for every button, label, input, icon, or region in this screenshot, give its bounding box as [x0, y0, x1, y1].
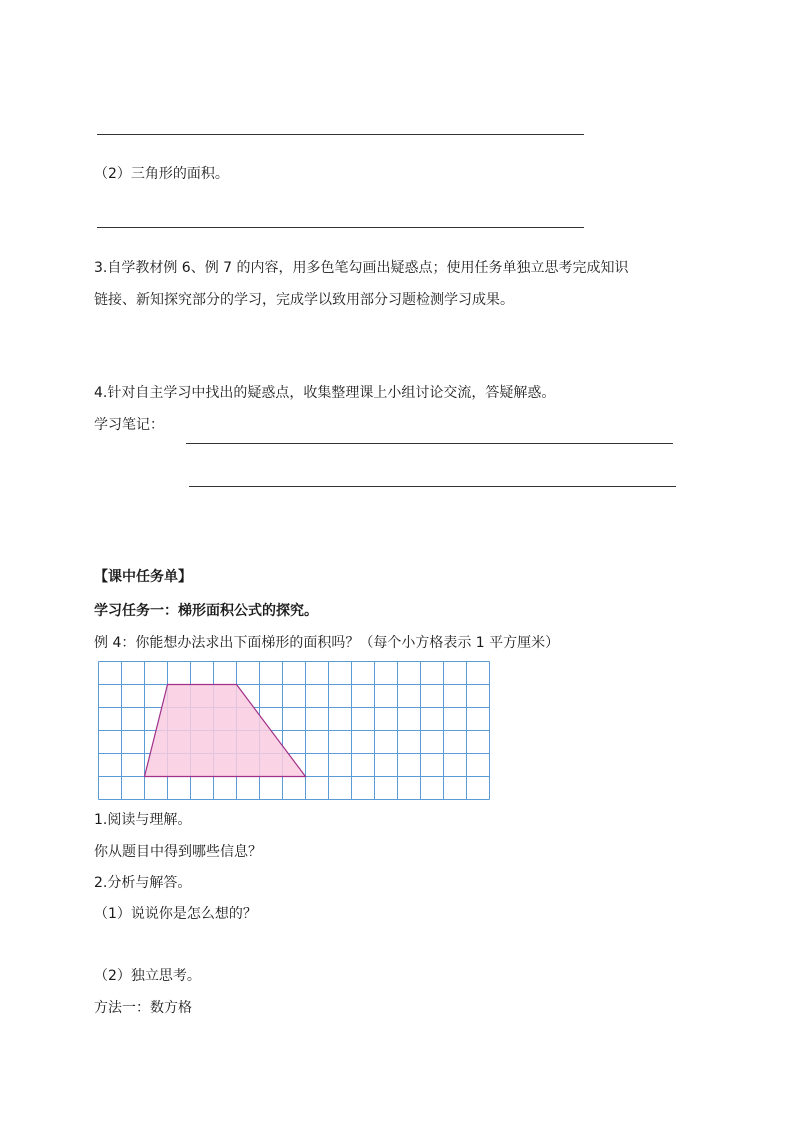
notes-line-1	[186, 443, 673, 444]
step-2-part-1: （1）说说你是怎么想的？	[94, 906, 257, 922]
item-4: 4.针对自主学习中找出的疑惑点，收集整理课上小组讨论交流，答疑解惑。	[94, 385, 556, 401]
example-4-question: 例 4：你能想办法求出下面梯形的面积吗？（每个小方格表示 1 平方厘米）	[94, 635, 560, 651]
step-2-part-2: （2）独立思考。	[94, 968, 201, 984]
answer-line-1	[97, 134, 584, 135]
notes-label: 学习笔记：	[94, 417, 164, 433]
item-3-line-1: 3.自学教材例 6、例 7 的内容，用多色笔勾画出疑惑点；使用任务单独立思考完成知识	[94, 260, 629, 276]
answer-line-2	[97, 227, 584, 228]
step-1-question: 你从题目中得到哪些信息？	[94, 844, 262, 860]
grid-diagram	[97, 660, 492, 800]
section-title: 【课中任务单】	[94, 569, 192, 585]
question-triangle-area: （2）三角形的面积。	[94, 166, 229, 182]
task-1-title: 学习任务一：梯形面积公式的探究。	[94, 603, 318, 619]
step-1-heading: 1.阅读与理解。	[94, 812, 192, 828]
step-2-heading: 2.分析与解答。	[94, 875, 192, 891]
item-3-line-2: 链接、新知探究部分的学习，完成学以致用部分习题检测学习成果。	[94, 292, 514, 308]
method-1: 方法一：数方格	[94, 1000, 192, 1016]
notes-line-2	[189, 486, 676, 487]
